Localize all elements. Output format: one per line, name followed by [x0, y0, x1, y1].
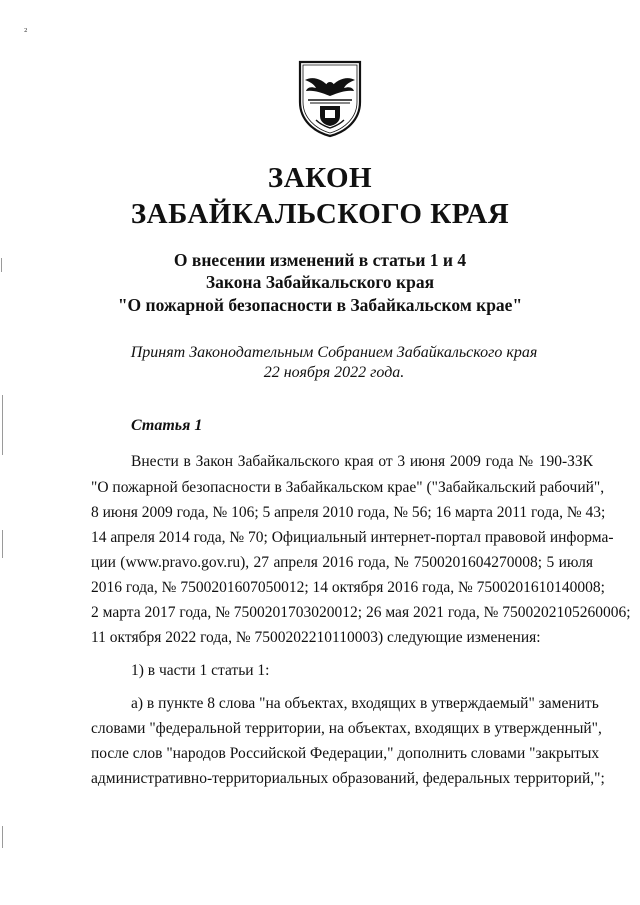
scan-artifact: [2, 530, 3, 558]
subtitle-line: Закона Забайкальского края: [205, 272, 435, 292]
paragraph-line: 8 июня 2009 года, № 106; 5 апреля 2010 года, № 56; 16 марта 2011 года, № 43;: [91, 504, 606, 521]
paragraph-line: после слов "народов Российской Федерации," дополнить словами "закрытых: [91, 745, 600, 762]
paragraph-line: 2 марта 2017 года, № 7500201703020012; 26 мая 2021 года, № 7500202105260006;: [91, 604, 631, 621]
document-title: ЗАКОН: [267, 162, 373, 194]
scan-artifact: [2, 395, 3, 455]
scan-artifact: [2, 826, 3, 848]
paragraph-line: административно-территориальных образований, федеральных территорий,";: [91, 770, 605, 787]
paragraph-line: "О пожарной безопасности в Забайкальском крае" ("Забайкальский рабочий",: [91, 479, 605, 496]
paragraph-line: 2016 года, № 7500201607050012; 14 октября 2016 года, № 7500201610140008;: [91, 579, 605, 596]
paragraph-line: ции (www.pravo.gov.ru), 27 апреля 2016 года, № 7500201604270008; 5 июля: [91, 554, 593, 571]
paragraph-line: словами "федеральной территории, на объектах, входящих в утвержденный",: [91, 720, 602, 737]
scan-corner-mark: ²: [24, 26, 28, 38]
document-title-region: ЗАБАЙКАЛЬСКОГО КРАЯ: [130, 198, 510, 230]
point-heading: 1) в части 1 статьи 1:: [131, 662, 270, 679]
subtitle-line: "О пожарной безопасности в Забайкальском крае": [117, 295, 523, 315]
paragraph-line: а) в пункте 8 слова "на объектах, входящих в утверждаемый" заменить: [131, 695, 599, 712]
adoption-note: Принят Законодательным Собранием Забайкальского края: [130, 344, 538, 361]
coat-of-arms-icon: [296, 58, 364, 138]
article-heading: Статья 1: [131, 417, 203, 434]
subtitle-line: О внесении изменений в статьи 1 и 4: [173, 250, 467, 270]
paragraph-line: Внести в Закон Забайкальского края от 3 июня 2009 года № 190-ЗЗК: [131, 453, 593, 470]
paragraph-line: 14 апреля 2014 года, № 70; Официальный интернет-портал правовой информа-: [91, 529, 614, 546]
paragraph-line: 11 октября 2022 года, № 7500202210110003) следующие изменения:: [91, 629, 541, 646]
adoption-date: 22 ноября 2022 года.: [263, 364, 405, 381]
